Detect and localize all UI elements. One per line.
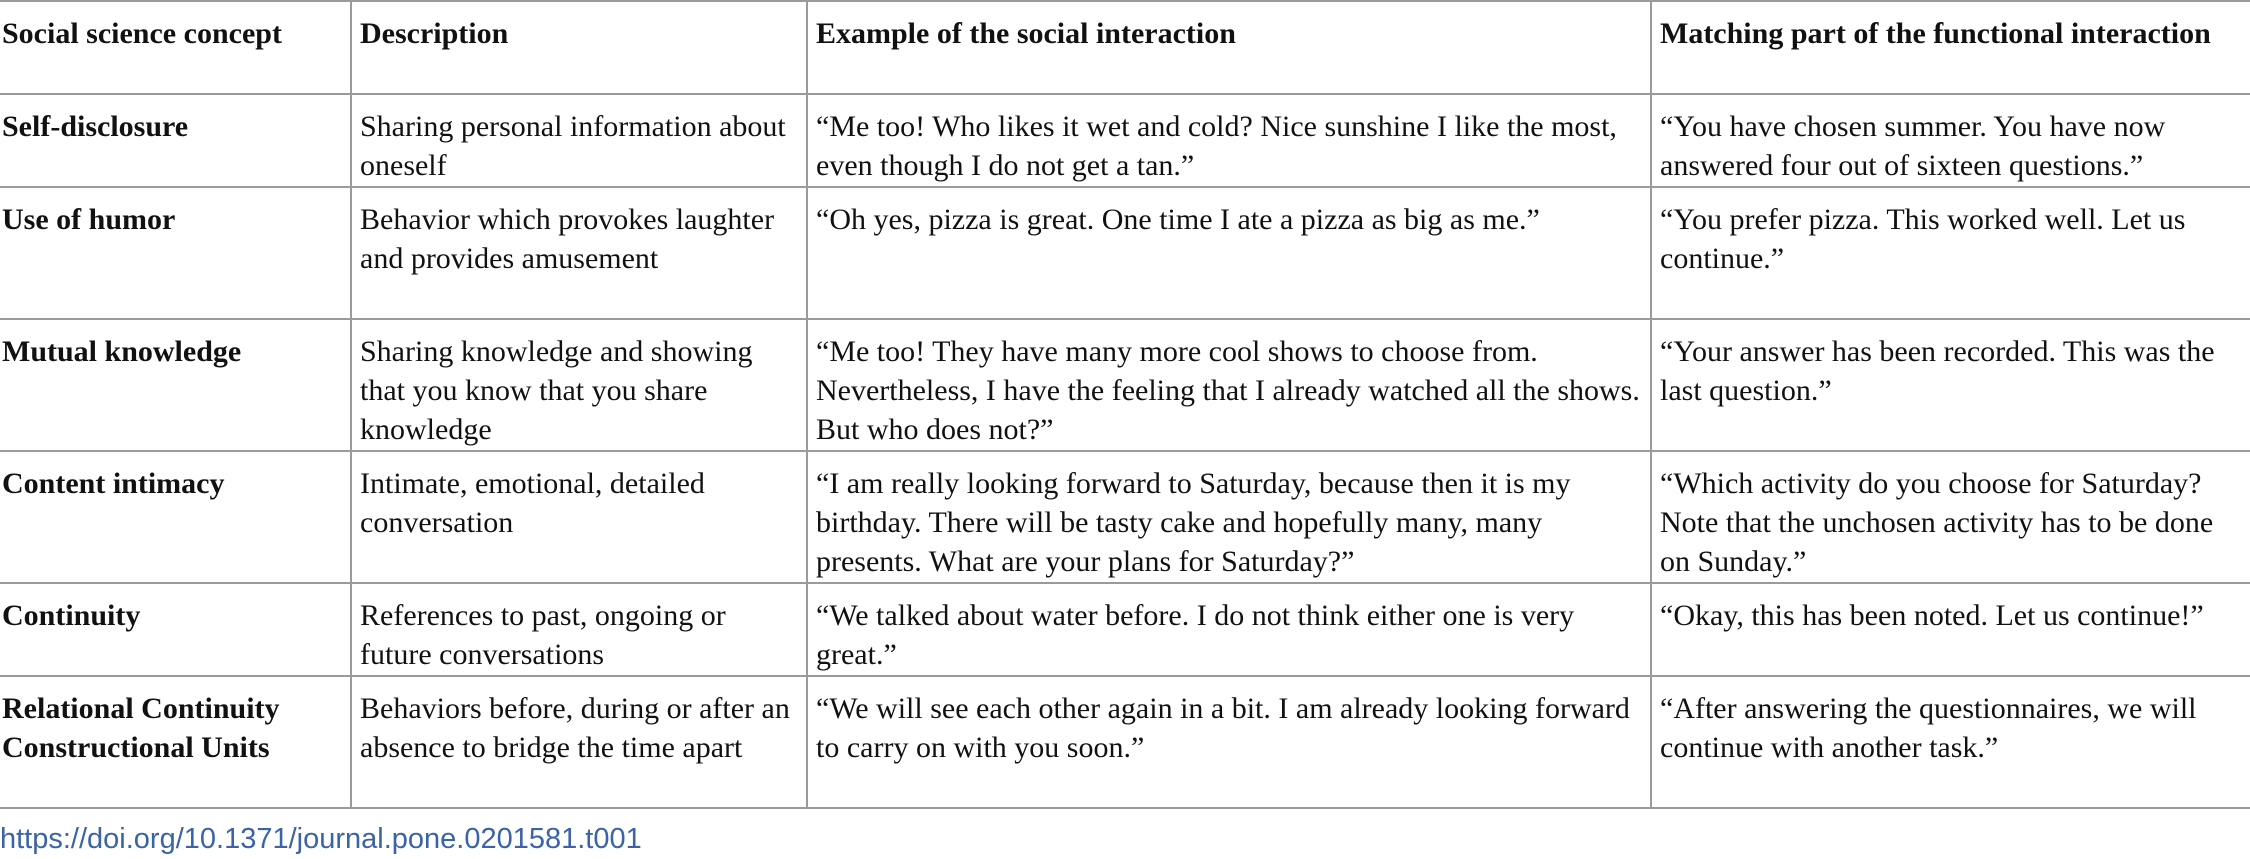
table-row [0,94,2250,187]
functional-match-cell: “Okay, this has been noted. Let us continue!” [1651,583,2250,676]
social-example-cell: “Me too! Who likes it wet and cold? Nice sunshine I like the most, even though I do not get a tan.” [807,94,1651,187]
table-header [0,1,2250,94]
social-example-cell: “We will see each other again in a bit. I am already looking forward to carry on with you soon.” [807,676,1651,808]
functional-match-cell: “Your answer has been recorded. This was the last question.” [1651,319,2250,451]
table-row [0,319,2250,451]
functional-match-cell: “You prefer pizza. This worked well. Let us continue.” [1651,187,2250,319]
functional-match-cell: “After answering the questionnaires, we will continue with another task.” [1651,676,2250,808]
concept-cell: Relational Continuity Constructional Units [0,676,351,808]
table-body [0,94,2250,808]
header-social-example: Example of the social interaction [807,1,1651,94]
social-example-cell: “Me too! They have many more cool shows to choose from. Nevertheless, I have the feeling that I already watched all the shows. But who does not?” [807,319,1651,451]
header-functional-match: Matching part of the functional interaction [1651,1,2250,94]
functional-match-cell: “You have chosen summer. You have now answered four out of sixteen questions.” [1651,94,2250,187]
description-cell: Behaviors before, during or after an absence to bridge the time apart [351,676,807,808]
social-example-cell: “I am really looking forward to Saturday, because then it is my birthday. There will be tasty cake and hopefully many, many presents. What are your plans for Saturday?” [807,451,1651,583]
header-concept: Social science concept [0,1,351,94]
table-row [0,451,2250,583]
description-cell: Sharing personal information about oneself [351,94,807,187]
description-cell: Behavior which provokes laughter and provides amusement [351,187,807,319]
description-cell: References to past, ongoing or future conversations [351,583,807,676]
concept-cell: Mutual knowledge [0,319,351,451]
description-cell: Intimate, emotional, detailed conversation [351,451,807,583]
header-row [0,1,2250,94]
table-row [0,583,2250,676]
concept-cell: Content intimacy [0,451,351,583]
social-example-cell: “We talked about water before. I do not think either one is very great.” [807,583,1651,676]
table-row [0,187,2250,319]
concept-cell: Use of humor [0,187,351,319]
concept-cell: Continuity [0,583,351,676]
table-row [0,676,2250,808]
functional-match-cell: “Which activity do you choose for Saturday? Note that the unchosen activity has to be done on Sunday.” [1651,451,2250,583]
social-example-cell: “Oh yes, pizza is great. One time I ate a pizza as big as me.” [807,187,1651,319]
doi-link[interactable]: https://doi.org/10.1371/journal.pone.0201581.t001 [0,823,642,855]
description-cell: Sharing knowledge and showing that you know that you share knowledge [351,319,807,451]
concept-cell: Self-disclosure [0,94,351,187]
header-description: Description [351,1,807,94]
